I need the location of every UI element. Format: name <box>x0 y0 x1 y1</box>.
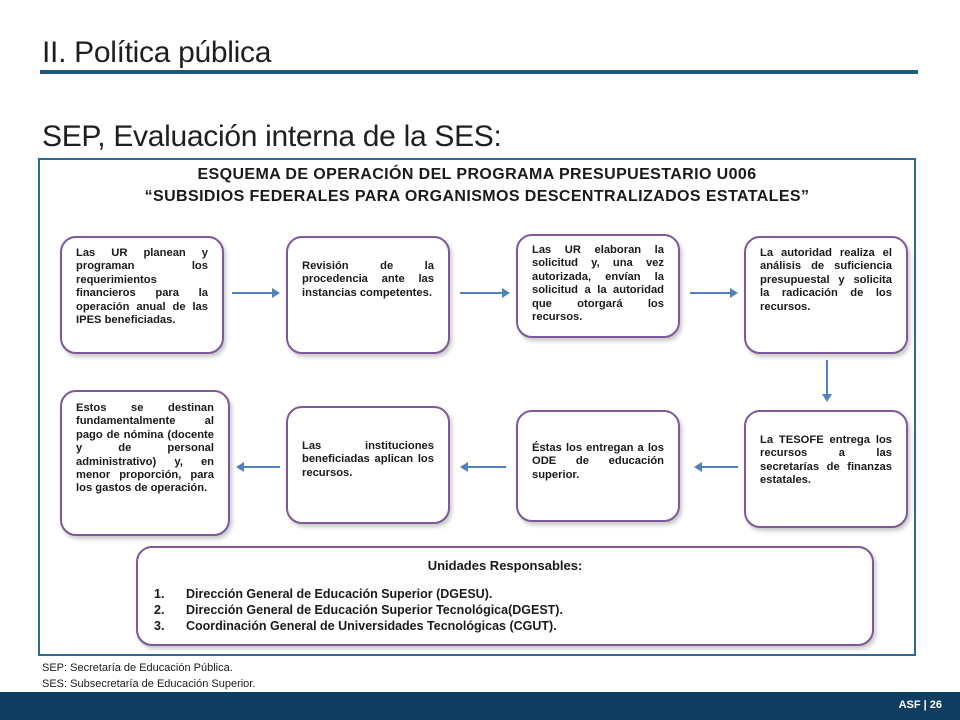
footer-label: ASF | 26 <box>898 699 942 711</box>
list-item-number: 3. <box>154 619 165 633</box>
responsible-units-box <box>136 546 874 646</box>
list-item-text: Coordinación General de Universidades Tecnológicas (CGUT). <box>186 619 557 633</box>
process-step-5 <box>744 410 908 528</box>
process-step-1-text: Las UR planean y programan los requerimientos financieros para la operación anual de las IPES beneficiadas. <box>76 247 208 327</box>
diagram-heading-line2: “SUBSIDIOS FEDERALES PARA ORGANISMOS DESCENTRALIZADOS ESTATALES” <box>144 188 810 205</box>
section-title: II. Política pública <box>42 36 272 69</box>
list-item-number: 1. <box>154 587 165 601</box>
process-step-1 <box>60 236 224 354</box>
process-step-7 <box>286 406 450 524</box>
process-step-6 <box>516 410 680 522</box>
process-step-8 <box>60 390 230 536</box>
arrow-down <box>820 358 834 404</box>
process-step-3-text: Las UR elaboran la solicitud y, una vez autorizada, envían la solicitud a la autoridad que otorgará los recursos. <box>532 244 664 324</box>
arrow-left-1 <box>692 460 740 474</box>
list-item <box>154 618 563 634</box>
list-item <box>154 586 563 602</box>
diagram-frame <box>38 158 916 656</box>
footer-bar <box>0 692 960 720</box>
list-item-number: 2. <box>154 603 165 617</box>
responsible-units-title: Unidades Responsables: <box>427 558 583 573</box>
arrow-right-2 <box>458 286 512 300</box>
footnote-ses: SES: Subsecretaría de Educación Superior. <box>42 678 256 690</box>
process-step-4-text: La autoridad realiza el análisis de suficiencia presupuestal y solicita la radicación de los recursos. <box>760 247 892 313</box>
slide-subtitle: SEP, Evaluación interna de la SES: <box>42 120 502 153</box>
list-item-text: Dirección General de Educación Superior (DGESU). <box>186 587 493 601</box>
responsible-units-list <box>154 586 563 634</box>
process-step-4 <box>744 236 908 354</box>
process-step-8-text: Estos se destinan fundamentalmente al pago de nómina (docente y de personal administrativo) y, en menor proporción, para los gastos de operación. <box>76 402 214 495</box>
arrow-left-2 <box>458 460 508 474</box>
process-step-3 <box>516 234 680 338</box>
process-step-5-text: La TESOFE entrega los recursos a las secretarías de finanzas estatales. <box>760 434 892 487</box>
arrow-right-3 <box>688 286 740 300</box>
arrow-left-3 <box>234 460 282 474</box>
process-step-7-text: Las instituciones beneficiadas aplican los recursos. <box>302 440 434 479</box>
title-rule <box>40 70 918 74</box>
process-step-6-text: Éstas los entregan a los ODE de educación superior. <box>532 442 664 481</box>
list-item-text: Dirección General de Educación Superior Tecnológica(DGEST). <box>186 603 563 617</box>
process-step-2-text: Revisión de la procedencia ante las instancias competentes. <box>302 260 434 299</box>
list-item <box>154 602 563 618</box>
arrow-right-1 <box>230 286 282 300</box>
diagram-heading-line1: ESQUEMA DE OPERACIÓN DEL PROGRAMA PRESUPUESTARIO U006 <box>197 166 757 183</box>
footnote-sep: SEP: Secretaría de Educación Pública. <box>42 662 233 674</box>
process-step-2 <box>286 236 450 354</box>
